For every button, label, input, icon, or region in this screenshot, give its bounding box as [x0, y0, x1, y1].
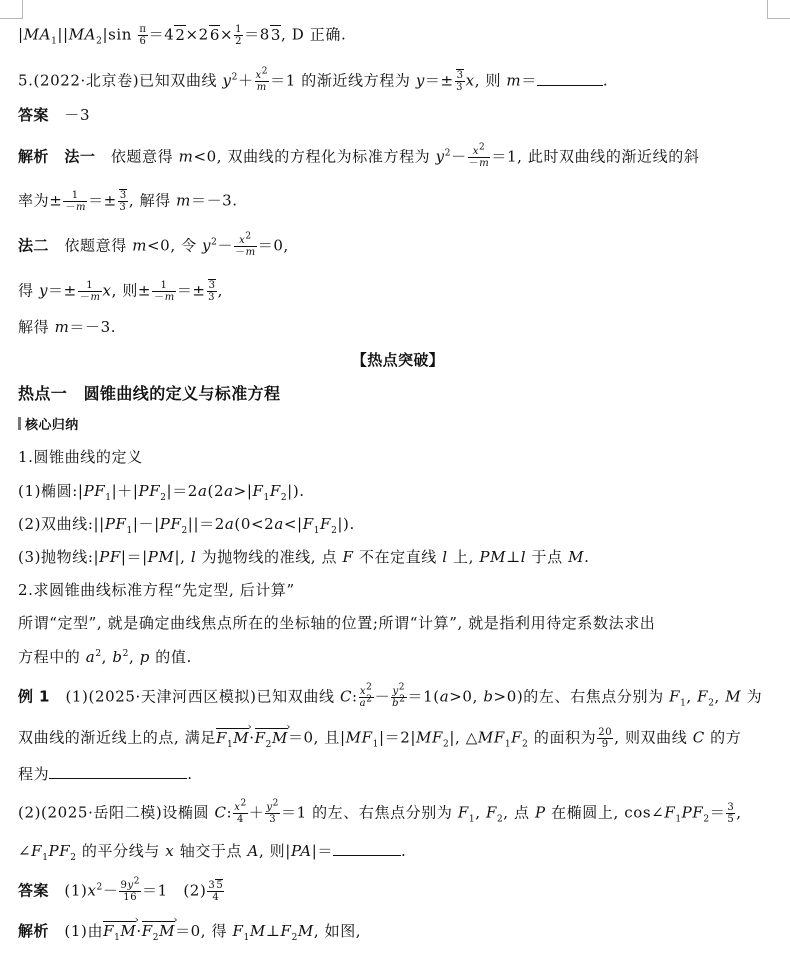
answer-label: 答案: [18, 106, 49, 124]
answer-line: 答案 $(1)x^2-$ $\frac{9y^2}{16}$ ＝1 (2) $\frac{35}{4}$: [18, 876, 224, 903]
heading-bar-mark: [18, 417, 21, 430]
answer-label: 答案: [18, 881, 49, 900]
text-line: 程为 .: [18, 765, 193, 783]
core-summary-label: 核心归纳: [25, 418, 79, 433]
text-line: (3)抛物线:|PF|＝|PM|, l 为抛物线的准线, 点 F 不在定直线 l 上, PM⊥l 于点 M.: [18, 548, 590, 566]
text-line: 法二 依题意得 m<0, 令 $y^2-$ $\frac{x^2}{-m}$ ＝0,: [18, 231, 289, 258]
example-line: 例 1 (1)(2025·天津河西区模拟)已知双曲线 C: $\frac{x^2}{a^2}$ － $\frac{y^2}{b^2}$ ＝1(a>0, b>0)的左、右焦点分别为 $F_1$, $F_2$, M 为: [18, 682, 763, 709]
core-summary-heading: [18, 416, 79, 436]
text-line: 2.求圆锥曲线标准方程“先定型, 后计算”: [18, 581, 295, 599]
example-label: 例 1: [18, 687, 50, 706]
solution-label: 解析: [18, 147, 49, 166]
section-heading: 【热点突破】: [351, 351, 445, 369]
text-line: 5.(2022·北京卷)已知双曲线 $y^2+$ $\frac{x^2}{m}$ ＝1 的渐近线方程为 y＝± $\frac{3}{3}$ x, 则 m＝ .: [18, 66, 609, 93]
page-corner-mark-left: [0, 0, 23, 19]
text-line: $\angle F_1PF_2$ 的平分线与 x 轴交于点 A, 则|PA|＝ .: [18, 842, 407, 863]
text-line: 解得 m＝－3.: [18, 318, 117, 336]
text-line: (2)(2025·岳阳二模)设椭圆 C: $\frac{x^2}{4}$ ＋ $\frac{y^2}{3}$ ＝1 的左、右焦点分别为 $F_1$, $F_2$, 点 P 在椭圆上, $\cos\angle F_1PF_2=$ $\frac{3}{5}$ ,: [18, 798, 742, 825]
text-line: $|MA_1||MA_2|\sin$ $\frac{\pi}{6}$ ＝42×26× $\frac{1}{2}$ ＝83, D 正确.: [18, 24, 347, 47]
text-line: 率为± $\frac{1}{-m}$ ＝± $\frac{3}{3}$ , 解得 m＝－3.: [18, 190, 238, 213]
solution-line: 解析 (1)由$F_1M$ $›\cdot F_2M$ ›＝0, 得 $F_1M\perp F_2M$, 如图,: [18, 921, 361, 941]
text-line: 得 y＝± $\frac{1}{-m}$ x, 则± $\frac{1}{-m}$ ＝± $\frac{3}{3}$ ,: [18, 280, 223, 303]
method-label: 法二: [18, 236, 49, 255]
text-line: 方程中的 $a^2$, $b^2$, p 的值.: [18, 648, 192, 666]
method-label: 法一: [64, 147, 96, 166]
text-line: (1)椭圆$:|PF_1|+|PF_2|=2a(2a>|F_1F_2|)$.: [18, 482, 305, 503]
page-corner-mark-right: [767, 0, 790, 19]
solution-line: 解析 法一 依题意得 m<0, 双曲线的方程化为标准方程为 $y^2-$ $\frac{x^2}{-m}$ ＝1, 此时双曲线的渐近线的斜: [18, 142, 700, 169]
text-line: 1.圆锥曲线的定义: [18, 448, 143, 466]
text-line: 双曲线的渐近线上的点, 满足$F_1M$ $›\cdot F_2M$ ›＝0, 且$|MF_1|=2|MF_2|$, $\triangle MF_1F_2$ 的面积为 $\frac{20}{9}$ , 则双曲线 C 的方: [18, 727, 741, 750]
answer-line: 答案 －3: [18, 106, 91, 124]
text-line: 所谓“定型”, 就是确定曲线焦点所在的坐标轴的位置;所谓“计算”, 就是指利用待定系数法求出: [18, 614, 656, 632]
text-line: (2)双曲线$:||PF_1|-|PF_2||=2a(0<2a<|F_1F_2|)$.: [18, 515, 355, 536]
solution-label: 解析: [18, 922, 49, 940]
hotspot-title: 热点一 圆锥曲线的定义与标准方程: [18, 384, 281, 403]
